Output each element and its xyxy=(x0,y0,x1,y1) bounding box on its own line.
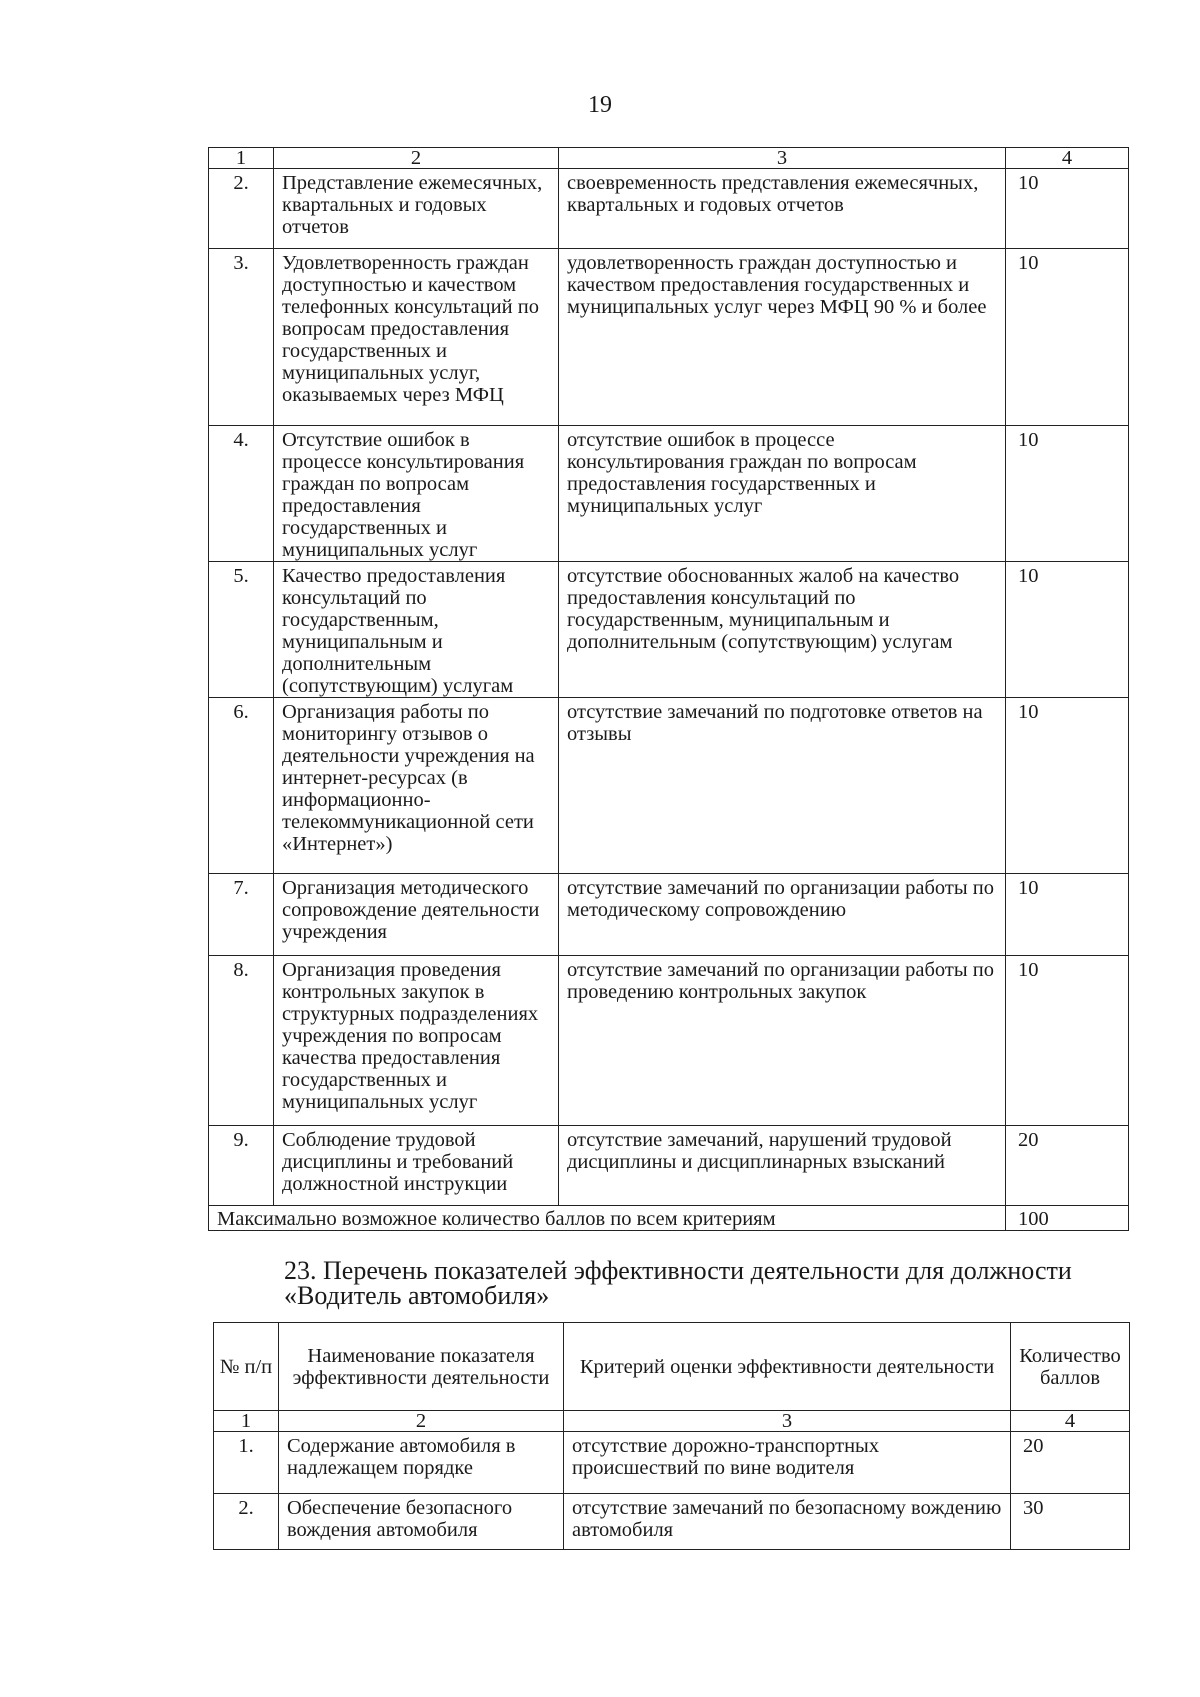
points: 20 xyxy=(1006,1126,1129,1206)
column-number: 3 xyxy=(564,1411,1011,1432)
row-number: 2. xyxy=(209,169,274,249)
criterion: своевременность представления ежемесячных, квартальных и годовых отчетов xyxy=(559,169,1006,249)
indicator-name: Организация работы по мониторингу отзывов о деятельности учреждения на интернет-ресурсах (в информационно-телекоммуникационной сети «Интернет») xyxy=(274,698,559,874)
indicator-name: Отсутствие ошибок в процессе консультирования граждан по вопросам предоставления государственных и муниципальных услуг xyxy=(274,426,559,562)
table-row xyxy=(209,874,1129,956)
table-row xyxy=(209,249,1129,426)
page-number: 19 xyxy=(588,92,612,118)
row-number: 4. xyxy=(209,426,274,562)
points: 10 xyxy=(1006,169,1129,249)
column-number: 1 xyxy=(214,1411,279,1432)
total-points: 100 xyxy=(1006,1206,1129,1231)
criterion: отсутствие замечаний по подготовке ответов на отзывы xyxy=(559,698,1006,874)
table-row xyxy=(214,1432,1130,1494)
table-row xyxy=(209,956,1129,1126)
column-number: 3 xyxy=(559,148,1006,169)
row-number: 1. xyxy=(214,1432,279,1494)
row-number: 6. xyxy=(209,698,274,874)
column-number-row xyxy=(214,1411,1130,1432)
indicator-name: Обеспечение безопасного вождения автомобиля xyxy=(279,1494,564,1550)
row-number: 2. xyxy=(214,1494,279,1550)
indicator-name: Организация методического сопровождение деятельности учреждения xyxy=(274,874,559,956)
criterion: удовлетворенность граждан доступностью и качеством предоставления государственных и муниципальных услуг через МФЦ 90 % и более xyxy=(559,249,1006,426)
criterion: отсутствие замечаний по организации работы по проведению контрольных закупок xyxy=(559,956,1006,1126)
indicator-name: Качество предоставления консультаций по государственным, муниципальным и дополнительным (сопутствующим) услугам xyxy=(274,562,559,698)
criterion: отсутствие замечаний по организации работы по методическому сопровождению xyxy=(559,874,1006,956)
table-row xyxy=(214,1494,1130,1550)
indicator-name: Соблюдение трудовой дисциплины и требований должностной инструкции xyxy=(274,1126,559,1206)
driver-indicators-table xyxy=(213,1322,1130,1550)
points: 10 xyxy=(1006,426,1129,562)
row-number: 3. xyxy=(209,249,274,426)
points: 30 xyxy=(1011,1494,1130,1550)
indicators-table-continued xyxy=(208,147,1129,1231)
points: 10 xyxy=(1006,874,1129,956)
table-row xyxy=(209,1126,1129,1206)
column-number: 4 xyxy=(1011,1411,1130,1432)
total-label: Максимально возможное количество баллов по всем критериям xyxy=(209,1206,1006,1231)
criterion: отсутствие обоснованных жалоб на качество предоставления консультаций по государственным, муниципальным и дополнительным (сопутствующим) услугам xyxy=(559,562,1006,698)
table-row xyxy=(209,169,1129,249)
indicator-name: Организация проведения контрольных закупок в структурных подразделениях учреждения по вопросам качества предоставления государственных и муниципальных услуг xyxy=(274,956,559,1126)
criterion: отсутствие дорожно-транспортных происшествий по вине водителя xyxy=(564,1432,1011,1494)
column-number: 1 xyxy=(209,148,274,169)
column-number: 2 xyxy=(279,1411,564,1432)
column-number: 2 xyxy=(274,148,559,169)
column-number: 4 xyxy=(1006,148,1129,169)
header-indicator: Наименование показателя эффективности деятельности xyxy=(279,1323,564,1411)
points: 10 xyxy=(1006,698,1129,874)
row-number: 5. xyxy=(209,562,274,698)
header-criterion: Критерий оценки эффективности деятельности xyxy=(564,1323,1011,1411)
points: 20 xyxy=(1011,1432,1130,1494)
indicator-name: Содержание автомобиля в надлежащем порядке xyxy=(279,1432,564,1494)
header-num: № п/п xyxy=(214,1323,279,1411)
table-row xyxy=(209,698,1129,874)
table-row xyxy=(209,562,1129,698)
section-title: 23. Перечень показателей эффективности деятельности для должности «Водитель автомобиля» xyxy=(284,1256,1072,1310)
points: 10 xyxy=(1006,249,1129,426)
indicator-name: Представление ежемесячных, квартальных и годовых отчетов xyxy=(274,169,559,249)
row-number: 9. xyxy=(209,1126,274,1206)
criterion: отсутствие замечаний по безопасному вождению автомобиля xyxy=(564,1494,1011,1550)
table-row xyxy=(209,426,1129,562)
criterion: отсутствие замечаний, нарушений трудовой дисциплины и дисциплинарных взысканий xyxy=(559,1126,1006,1206)
row-number: 7. xyxy=(209,874,274,956)
header-row xyxy=(214,1323,1130,1411)
indicator-name: Удовлетворенность граждан доступностью и качеством телефонных консультаций по вопросам предоставления государственных и муниципальных услуг, оказываемых через МФЦ xyxy=(274,249,559,426)
points: 10 xyxy=(1006,956,1129,1126)
column-number-row xyxy=(209,148,1129,169)
row-number: 8. xyxy=(209,956,274,1126)
total-row xyxy=(209,1206,1129,1231)
header-points: Количество баллов xyxy=(1011,1323,1130,1411)
criterion: отсутствие ошибок в процессе консультирования граждан по вопросам предоставления государственных и муниципальных услуг xyxy=(559,426,1006,562)
points: 10 xyxy=(1006,562,1129,698)
